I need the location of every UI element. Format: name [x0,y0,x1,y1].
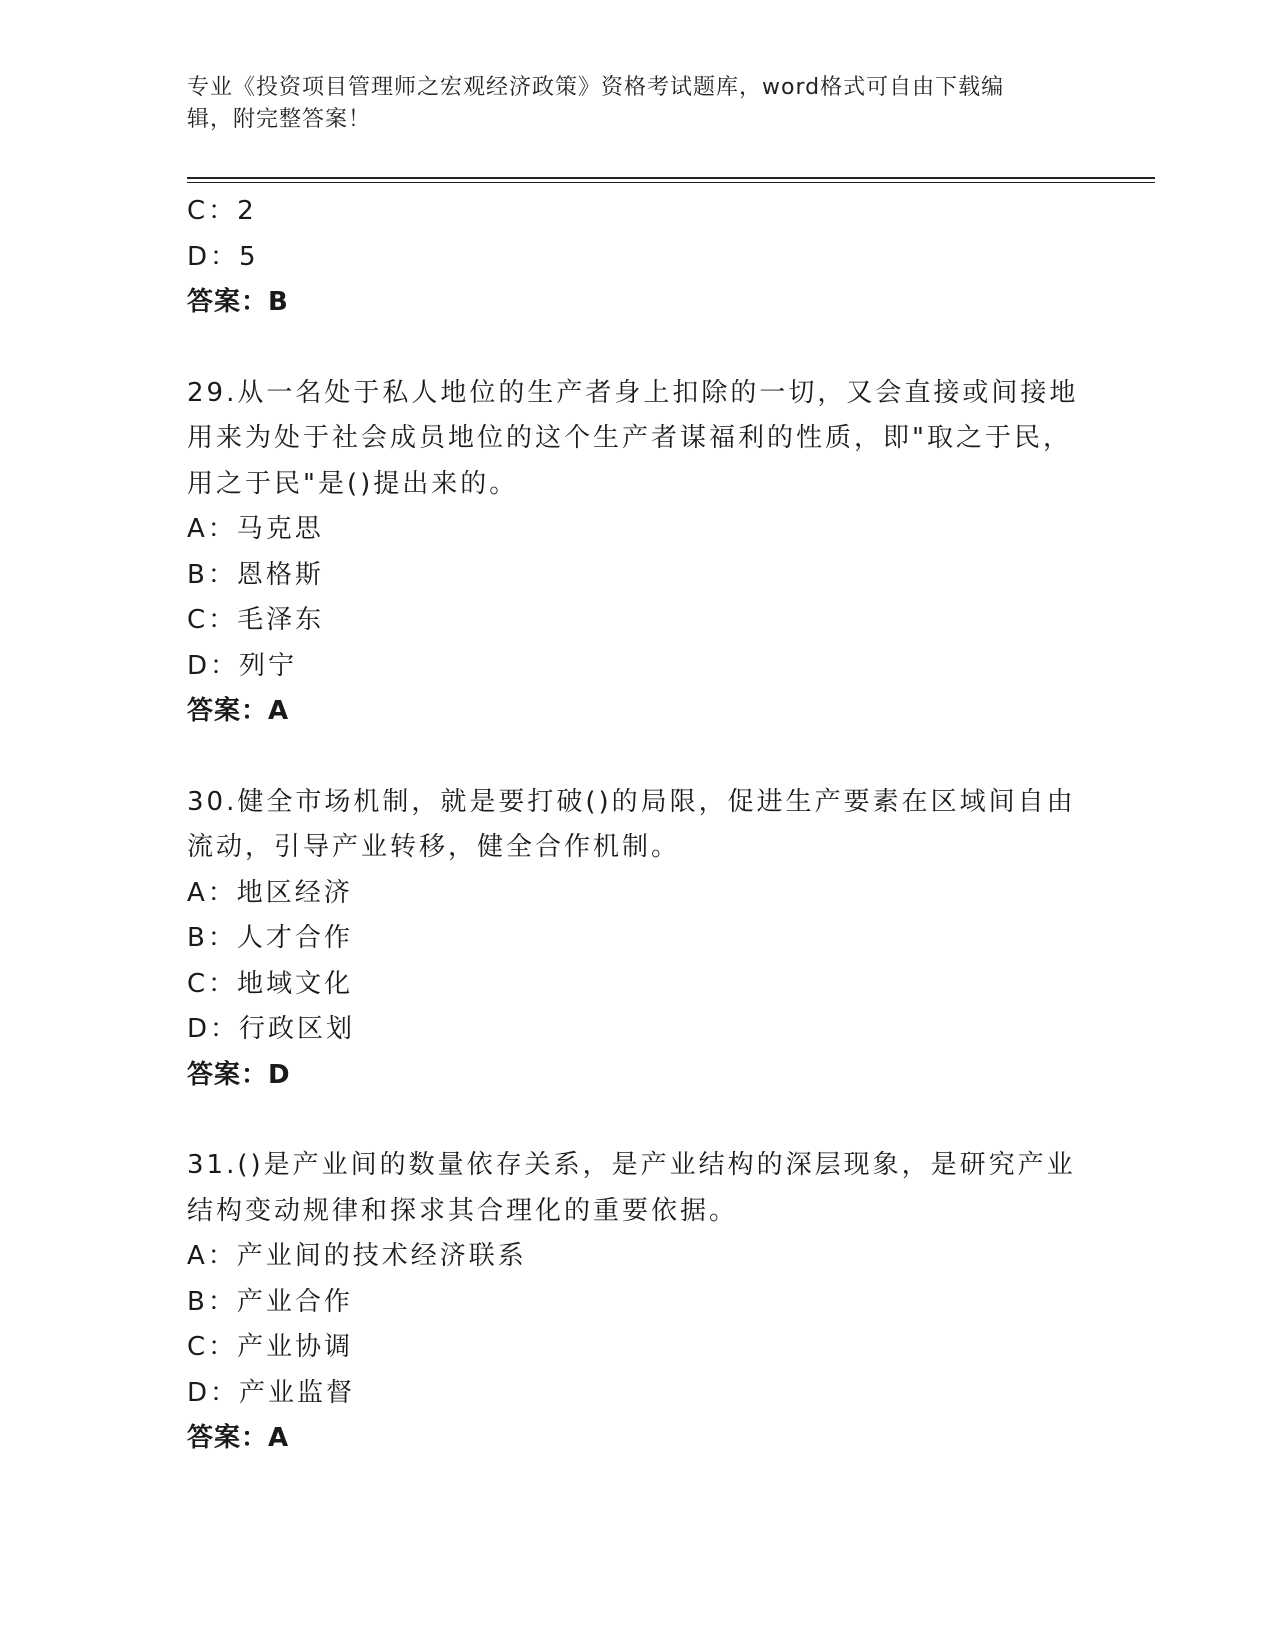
header-line-2: 辑，附完整答案！ [187,107,372,132]
option-a: A：产业间的技术经济联系 [187,1241,527,1271]
option-c: C：地域文化 [187,968,354,999]
question-stem-line: 用来为处于社会成员地位的这个生产者谋福利的性质，即"取之于民， [187,423,1072,453]
question-29 [187,371,1087,735]
option-c: C：毛泽东 [187,605,325,635]
header-divider-thin [187,182,1155,183]
question-stem-line: 30.健全市场机制，就是要打破()的局限，促进生产要素在区域间自由 [187,786,1076,817]
option-d: D：列宁 [187,650,298,681]
answer-line: 答案：A [187,696,290,726]
header-line-1: 专业《投资项目管理师之宏观经济政策》资格考试题库，word格式可自由下载编 [187,75,1005,100]
option-d: D：5 [187,241,259,272]
option-c: C：产业协调 [187,1332,354,1362]
answer-line: 答案：B [187,287,289,317]
option-b: B：恩格斯 [187,559,324,590]
answer-line: 答案：A [187,1423,290,1453]
question-stem-line: 流动，引导产业转移，健全合作机制。 [187,832,681,862]
option-b: B：产业合作 [187,1286,353,1317]
question-30 [187,780,1087,1099]
page-header [187,72,1067,136]
question-stem-line: 31.()是产业间的数量依存关系，是产业结构的深层现象，是研究产业 [187,1150,1076,1180]
question-fragment-28 [187,189,1087,326]
question-stem-line: 29.从一名处于私人地位的生产者身上扣除的一切，又会直接或间接地 [187,377,1079,408]
answer-line: 答案：D [187,1059,291,1090]
option-c: C：2 [187,196,257,226]
question-stem-line: 用之于民"是()提出来的。 [187,468,519,499]
option-d: D：产业监督 [187,1377,356,1408]
question-stem-line: 结构变动规律和探求其合理化的重要依据。 [187,1195,739,1226]
header-divider-thick [187,177,1155,179]
question-content [187,189,1087,1462]
option-a: A：马克思 [187,514,324,544]
question-31 [187,1143,1087,1462]
option-d: D：行政区划 [187,1014,356,1044]
option-a: A：地区经济 [187,877,353,908]
option-b: B：人才合作 [187,923,353,953]
